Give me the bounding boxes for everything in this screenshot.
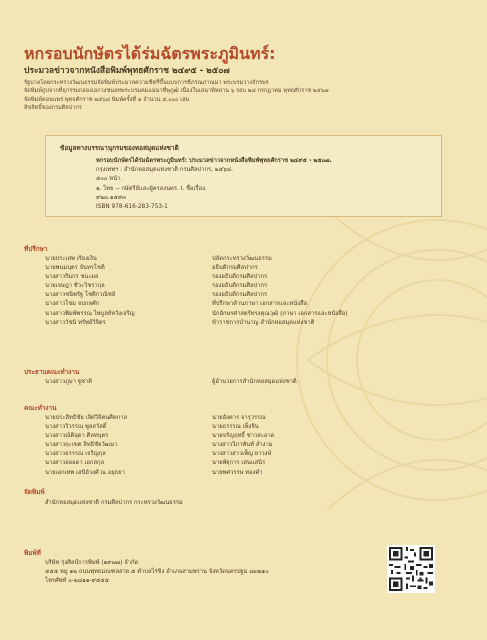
cip-heading: ข้อมูลทางบรรณานุกรมของหอสมุดแห่งชาติ — [60, 144, 179, 152]
list-item: นักอักษรศาสตร์ทรงคุณวุฒิ (ภาษา เอกสารและหนังสือ) — [212, 310, 348, 317]
edition-line: รัฐบาลโดยกระทรวงวัฒนธรรมจัดพิมพ์ประมวลความชีตรึ่ขึ้นแบบการชีภรณภาณมา พระบรมวางจักรพร — [24, 80, 269, 86]
edition-info — [24, 79, 329, 113]
list-item: นายพนมบุตร จันทรโชติ — [45, 265, 105, 272]
list-item: นายเจษฎา ชีวะวิชรากุล — [45, 283, 105, 290]
list-item: นายประเสพ เรียงเงิน — [45, 256, 97, 262]
working-team-right — [212, 414, 274, 478]
list-item: นางสาวลออดา เอกสกุล — [45, 460, 105, 467]
cip-line: ๑. ไทย -- กษัตริย์และผู้ครองนคร. I. ชื่อเรื่อง. — [96, 185, 207, 192]
list-item: นายพัฐุการ เสนแสนิร — [212, 460, 266, 467]
list-item: นายจรัญฤทธิ์ ชาวสะอาด — [212, 433, 275, 440]
cip-body — [96, 157, 332, 212]
publisher-text — [45, 499, 183, 508]
advisor-names — [45, 255, 135, 328]
cip-line: ๙๒๓.๑๕๙๓ — [96, 194, 127, 201]
list-item: นางสาวสาวเพ็ญ ยาวงษ์ — [212, 451, 272, 458]
chair-name — [45, 378, 92, 387]
list-item: นางสาววัชนี ทรัพย์วิจิตร — [45, 319, 106, 326]
list-item: ข้าราชการบำนาญ สำนักหอสมุดแห่งชาติ — [212, 319, 315, 326]
edition-line: จัดพิมพ์ตอนแพร่ พุทธศักราช ๒๕๖๘ พิมพ์ครั้งที่ ๑ จำนวน ๕,๐๐๐ เล่ม — [24, 96, 190, 103]
list-item: ๕๕๕ หมู่ ๑๒ ถนนพุทธมณฑลสาย ๕ ตำบลไร่ขิง อำเภอสามพราน จังหวัดนครปฐม ๗๓๒๑๐ — [45, 569, 269, 576]
list-item: นางสาววิวรรณ พูลสวัสดิ์ — [45, 424, 107, 431]
printer-heading: พิมพ์ที่ — [24, 549, 41, 557]
list-item: บริษัท รุ่งศิลป์การพิมพ์ (๑๙๗๗) จำกัด — [45, 560, 139, 566]
list-item: นางสาวธรรรณ เจริญกุล — [45, 451, 106, 458]
list-item: นางสาวฤะเขต ลิทธิชัยวัฒนา — [45, 442, 118, 449]
list-item: รองอธิบดีกรมศิลปากร — [212, 283, 268, 290]
edition-line: ลิขสิทธิ์ของกรมศิลปากร — [24, 105, 82, 112]
printer-info — [45, 559, 269, 586]
list-item: รองอธิบดีกรมศิลปากร — [212, 292, 268, 299]
list-item: นางสาวพิมพ์พรรณ ไพบูลย์หวังเจริญ — [45, 310, 135, 317]
list-item: นางสาวริมกร ชนะผล — [45, 274, 99, 281]
list-item: นางสาวภูมา ฐูชาติ — [45, 379, 92, 385]
list-item: นายธรรรณ เพ็งจีน — [212, 424, 259, 431]
list-item: นายประสิทธิชัย เลิศวิจิตนศิคกาล — [45, 415, 128, 421]
book-subtitle: ประมวลข่าวจากหนังสือพิมพ์พุทธศักราช ๒๔๙๕ - ๒๕๐๗ — [24, 66, 230, 76]
advisors-heading: ที่ปรึกษา — [24, 245, 48, 253]
chair-title — [212, 378, 297, 387]
qr-code[interactable] — [387, 545, 435, 593]
list-item: ปลัดกระทรวงวัฒนธรรม — [212, 256, 272, 262]
advisor-titles — [212, 255, 348, 328]
book-title: หกรอบนักษัตรได้ร่มฉัตรพระภูมินทร์: — [24, 44, 276, 63]
working-team-heading: คณะทำงาน — [24, 404, 57, 412]
list-item: นายอังคาร จารุวรรณ — [212, 415, 266, 421]
cip-box — [45, 135, 442, 217]
list-item: ที่ปรึกษาด้านภาษา เอกสารและหนังสือ — [212, 301, 308, 308]
list-item: นางสาวโชม จบกลศัก — [45, 301, 100, 308]
list-item: โทรศัพท์ ๐-๒๘๑๑-๙๕๕๕ — [45, 578, 109, 585]
chair-heading: ประธานคณะทำงาน — [24, 368, 80, 376]
list-item: นายเอกเทพ เสนีย์วงศ์ ณ อยุธยา — [45, 469, 125, 476]
edition-line: จัดพิมพ์ถูบจากที่ธุกรรมกลองเอกวงชนอทพระบรมคมแม่ฉาที่พุภูฒิ เนื่องในเสฉาพิหลาน ๖ รอบ ๒๘ กรกฎาคม พุทธศักราช ๒๕๖๗ — [24, 88, 329, 95]
list-item: นายพศวรรษ ทองคำ — [212, 469, 263, 476]
cip-line: ISBN 978-616-283-753-1 — [96, 204, 168, 211]
working-team-left — [45, 414, 127, 478]
cip-line: หกรอบนักษัตรได้ร่มฉัตรพระภูมินทร์: ประมวลข่าวจากหนังสือพิมพ์พุทธศักราช ๒๔๙๕ - ๒๕๐๗. — [96, 158, 332, 164]
list-item: นางสาวณัติลุดา ศิลทบุตร — [45, 433, 109, 440]
cip-line: กรุงเทพฯ : สำนักหอสมุดแห่งชาติ กรมศิลปากร, ๒๕๖๘. — [96, 167, 233, 174]
list-item: รองอธิบดีกรมศิลปากร — [212, 274, 268, 281]
publisher-heading: จัดพิมพ์ — [24, 488, 45, 496]
list-item: ผู้อำนวยการสำนักหอสมุดแห่งชาติ — [212, 379, 297, 385]
list-item: อธิบดีกรมศิลปากร — [212, 265, 258, 272]
list-item: สำนักหอสมุดแห่งชาติ กรมศิลปากร กระทรวงวัฒนธรรม — [45, 500, 183, 506]
list-item: นางสาวชนิพรัฐ โชติกวณิชย์ — [45, 292, 116, 299]
list-item: นางสาววิภาพันท์ ลำงาม — [212, 442, 273, 449]
cip-line: ๕๐๐ หน้า. — [96, 176, 123, 183]
